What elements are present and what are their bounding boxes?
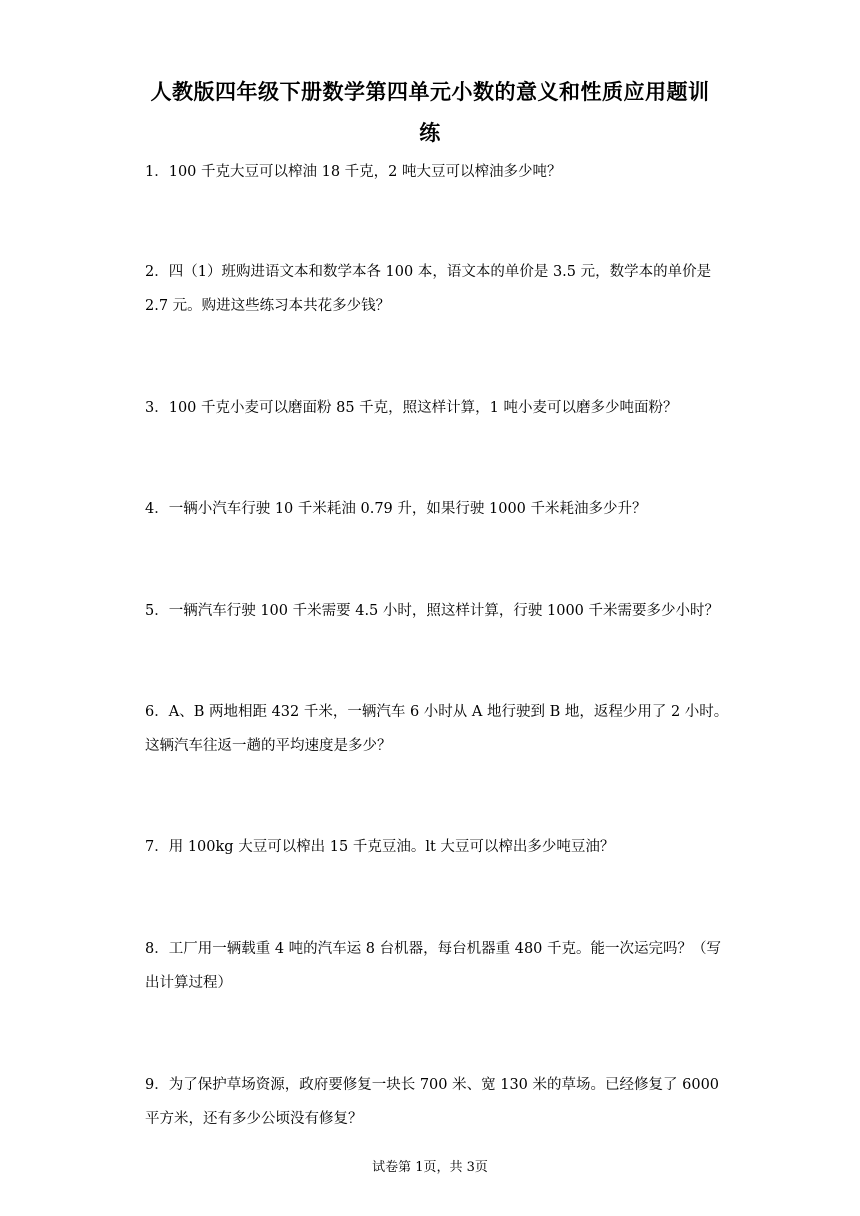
page-title-line-1: 人教版四年级下册数学第四单元小数的意义和性质应用题训 bbox=[150, 80, 710, 104]
question-2-line-1: 2．四（1）班购进语文本和数学本各 100 本，语文本的单价是 3.5 元，数学本的单价是 bbox=[145, 264, 712, 280]
question-6-line-2: 这辆汽车往返一趟的平均速度是多少？ bbox=[145, 738, 392, 754]
question-6 bbox=[145, 695, 729, 763]
question-9 bbox=[145, 1068, 720, 1136]
question-8-line-2: 出计算过程） bbox=[145, 975, 232, 991]
question-3 bbox=[145, 391, 720, 425]
question-7 bbox=[145, 830, 720, 864]
question-9-line-2: 平方米，还有多少公顷没有修复？ bbox=[145, 1111, 363, 1127]
page-footer: 试卷第 1页，共 3页 bbox=[372, 1160, 488, 1175]
question-7-line-1: 7．用 100kg 大豆可以榨出 15 千克豆油。lt 大豆可以榨出多少吨豆油？ bbox=[145, 839, 615, 855]
question-1 bbox=[145, 155, 720, 189]
question-8 bbox=[145, 932, 720, 1000]
question-9-line-1: 9．为了保护草场资源，政府要修复一块长 700 米、宽 130 米的草场。已经修复了 6000 bbox=[145, 1077, 720, 1093]
question-2-line-2: 2.7 元。购进这些练习本共花多少钱？ bbox=[145, 298, 391, 314]
question-2 bbox=[145, 255, 720, 323]
question-1-line-1: 1．100 千克大豆可以榨油 18 千克，2 吨大豆可以榨油多少吨？ bbox=[145, 164, 562, 180]
question-5 bbox=[145, 594, 720, 628]
question-6-line-1: 6．A、B 两地相距 432 千米，一辆汽车 6 小时从 A 地行驶到 B 地，返程少用了 2 小时。 bbox=[145, 704, 729, 720]
question-4 bbox=[145, 492, 720, 526]
question-5-line-1: 5．一辆汽车行驶 100 千米需要 4.5 小时，照这样计算，行驶 1000 千米需要多少小时？ bbox=[145, 603, 720, 619]
page-title-line-2: 练 bbox=[419, 121, 441, 145]
question-8-line-1: 8．工厂用一辆载重 4 吨的汽车运 8 台机器，每台机器重 480 千克。能一次运完吗？（写 bbox=[145, 941, 722, 957]
question-4-line-1: 4．一辆小汽车行驶 10 千米耗油 0.79 升，如果行驶 1000 千米耗油多少升？ bbox=[145, 501, 647, 517]
question-3-line-1: 3．100 千克小麦可以磨面粉 85 千克，照这样计算，1 吨小麦可以磨多少吨面粉？ bbox=[145, 400, 678, 416]
